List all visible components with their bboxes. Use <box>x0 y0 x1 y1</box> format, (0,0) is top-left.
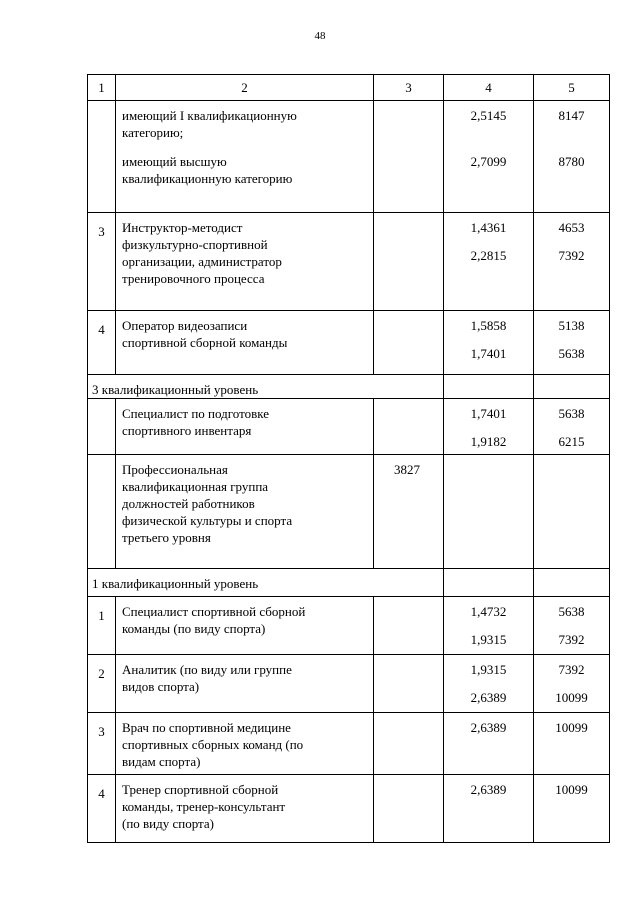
coefficient-value: 1,7401 <box>470 346 507 361</box>
group-code <box>374 597 444 655</box>
coefficient-value: 2,6389 <box>470 782 507 797</box>
position-title-cell <box>116 101 374 213</box>
group-code <box>374 101 444 213</box>
coefficient-value: 1,5858 <box>470 318 507 333</box>
position-title-cell <box>116 655 374 713</box>
salary-value: 8147 <box>558 108 585 123</box>
position-title-line: Профессиональная <box>122 462 228 477</box>
row-number <box>88 455 116 569</box>
position-title-cell <box>116 597 374 655</box>
salary-value: 8780 <box>558 154 585 169</box>
salary-value: 4653 <box>558 220 585 235</box>
salary-value: 6215 <box>558 434 585 449</box>
position-title-line: Оператор видеозаписи <box>122 318 248 333</box>
coefficient-cell <box>444 597 534 655</box>
coefficient-value: 1,4361 <box>470 220 507 235</box>
salary-cell <box>534 311 610 375</box>
section-title: 1 квалификационный уровень <box>88 569 444 597</box>
group-code <box>374 399 444 455</box>
table-header-row <box>88 75 610 101</box>
position-title-line: третьего уровня <box>122 530 211 545</box>
position-title-line: Инструктор-методист <box>122 220 243 235</box>
salary-cell <box>534 213 610 311</box>
group-code <box>374 311 444 375</box>
header-cell-3: 3 <box>374 75 444 101</box>
coefficient-value: 1,9315 <box>470 632 507 647</box>
group-code <box>374 713 444 775</box>
salary-table <box>87 74 610 843</box>
coefficient-value: 1,9315 <box>470 662 507 677</box>
position-title-line: видов спорта) <box>122 679 200 694</box>
salary-value: 10099 <box>555 690 588 705</box>
coefficient-cell <box>444 311 534 375</box>
coefficient-value: 2,6389 <box>470 720 507 735</box>
salary-value: 10099 <box>555 782 588 797</box>
table-row <box>88 455 610 569</box>
row-number: 3 <box>88 713 116 775</box>
empty-cell <box>444 375 534 399</box>
position-title-line: Аналитик (по виду или группе <box>122 662 292 677</box>
table-row <box>88 655 610 713</box>
coefficient-value: 1,4732 <box>470 604 507 619</box>
group-code: 3827 <box>374 455 444 569</box>
row-number <box>88 399 116 455</box>
position-title-line: организации, администратор <box>122 254 282 269</box>
table-row <box>88 311 610 375</box>
position-title-line: квалификационную категорию <box>122 171 293 186</box>
position-title-line: команды (по виду спорта) <box>122 621 266 636</box>
salary-cell <box>534 775 610 843</box>
row-number: 4 <box>88 311 116 375</box>
table-row <box>88 213 610 311</box>
position-title-line: категорию; <box>122 125 184 140</box>
row-number: 4 <box>88 775 116 843</box>
coefficient-value: 2,2815 <box>470 248 507 263</box>
salary-value: 7392 <box>558 632 585 647</box>
position-title-cell <box>116 213 374 311</box>
salary-value: 10099 <box>555 720 588 735</box>
salary-cell <box>534 455 610 569</box>
position-title-line: квалификационная группа <box>122 479 269 494</box>
position-title-line: должностей работников <box>122 496 255 511</box>
salary-value: 5638 <box>558 604 585 619</box>
salary-cell <box>534 713 610 775</box>
coefficient-cell <box>444 455 534 569</box>
position-title-line: спортивных сборных команд (по <box>122 737 304 752</box>
salary-cell <box>534 655 610 713</box>
salary-value: 5138 <box>558 318 585 333</box>
row-number: 2 <box>88 655 116 713</box>
empty-cell <box>444 569 534 597</box>
position-title-line: спортивного инвентаря <box>122 423 252 438</box>
coefficient-cell <box>444 101 534 213</box>
salary-cell <box>534 399 610 455</box>
position-title-cell <box>116 455 374 569</box>
salary-value: 5638 <box>558 346 585 361</box>
position-title-line: физической культуры и спорта <box>122 513 293 528</box>
header-cell-1: 1 <box>88 75 116 101</box>
position-title-cell <box>116 399 374 455</box>
table-row <box>88 101 610 213</box>
coefficient-value: 2,5145 <box>470 108 507 123</box>
coefficient-value: 1,9182 <box>470 434 507 449</box>
position-title-line: спортивной сборной команды <box>122 335 288 350</box>
position-title-line: команды, тренер-консультант <box>122 799 286 814</box>
section-title: 3 квалификационный уровень <box>88 375 444 399</box>
coefficient-cell <box>444 775 534 843</box>
salary-value: 5638 <box>558 406 585 421</box>
table-row <box>88 597 610 655</box>
row-number: 1 <box>88 597 116 655</box>
table-row <box>88 713 610 775</box>
empty-cell <box>534 375 610 399</box>
position-title-cell <box>116 311 374 375</box>
table-row <box>88 775 610 843</box>
coefficient-value: 2,7099 <box>470 154 507 169</box>
header-cell-4: 4 <box>444 75 534 101</box>
coefficient-cell <box>444 713 534 775</box>
position-title-cell <box>116 713 374 775</box>
position-title-line: Тренер спортивной сборной <box>122 782 279 797</box>
salary-cell <box>534 597 610 655</box>
page-number: 48 <box>314 30 326 42</box>
position-title-line: Специалист по подготовке <box>122 406 269 421</box>
position-title-line: Специалист спортивной сборной <box>122 604 306 619</box>
group-code <box>374 655 444 713</box>
group-code <box>374 775 444 843</box>
position-title-cell <box>116 775 374 843</box>
section-row <box>88 569 610 597</box>
position-title-line: (по виду спорта) <box>122 816 214 831</box>
coefficient-value: 1,7401 <box>470 406 507 421</box>
section-row <box>88 375 610 399</box>
position-title-line: Врач по спортивной медицине <box>122 720 291 735</box>
position-title-line: тренировочного процесса <box>122 271 265 286</box>
salary-cell <box>534 101 610 213</box>
salary-value: 7392 <box>558 248 585 263</box>
coefficient-cell <box>444 399 534 455</box>
header-cell-2: 2 <box>116 75 374 101</box>
table-row <box>88 399 610 455</box>
position-title-line: имеющий I квалификационную <box>122 108 297 123</box>
row-number: 3 <box>88 213 116 311</box>
salary-value: 7392 <box>558 662 585 677</box>
coefficient-value: 2,6389 <box>470 690 507 705</box>
position-title-line: видам спорта) <box>122 754 201 769</box>
coefficient-cell <box>444 655 534 713</box>
position-title-line: физкультурно-спортивной <box>122 237 268 252</box>
position-title-line: имеющий высшую <box>122 154 227 169</box>
coefficient-cell <box>444 213 534 311</box>
empty-cell <box>534 569 610 597</box>
row-number <box>88 101 116 213</box>
group-code <box>374 213 444 311</box>
header-cell-5: 5 <box>534 75 610 101</box>
